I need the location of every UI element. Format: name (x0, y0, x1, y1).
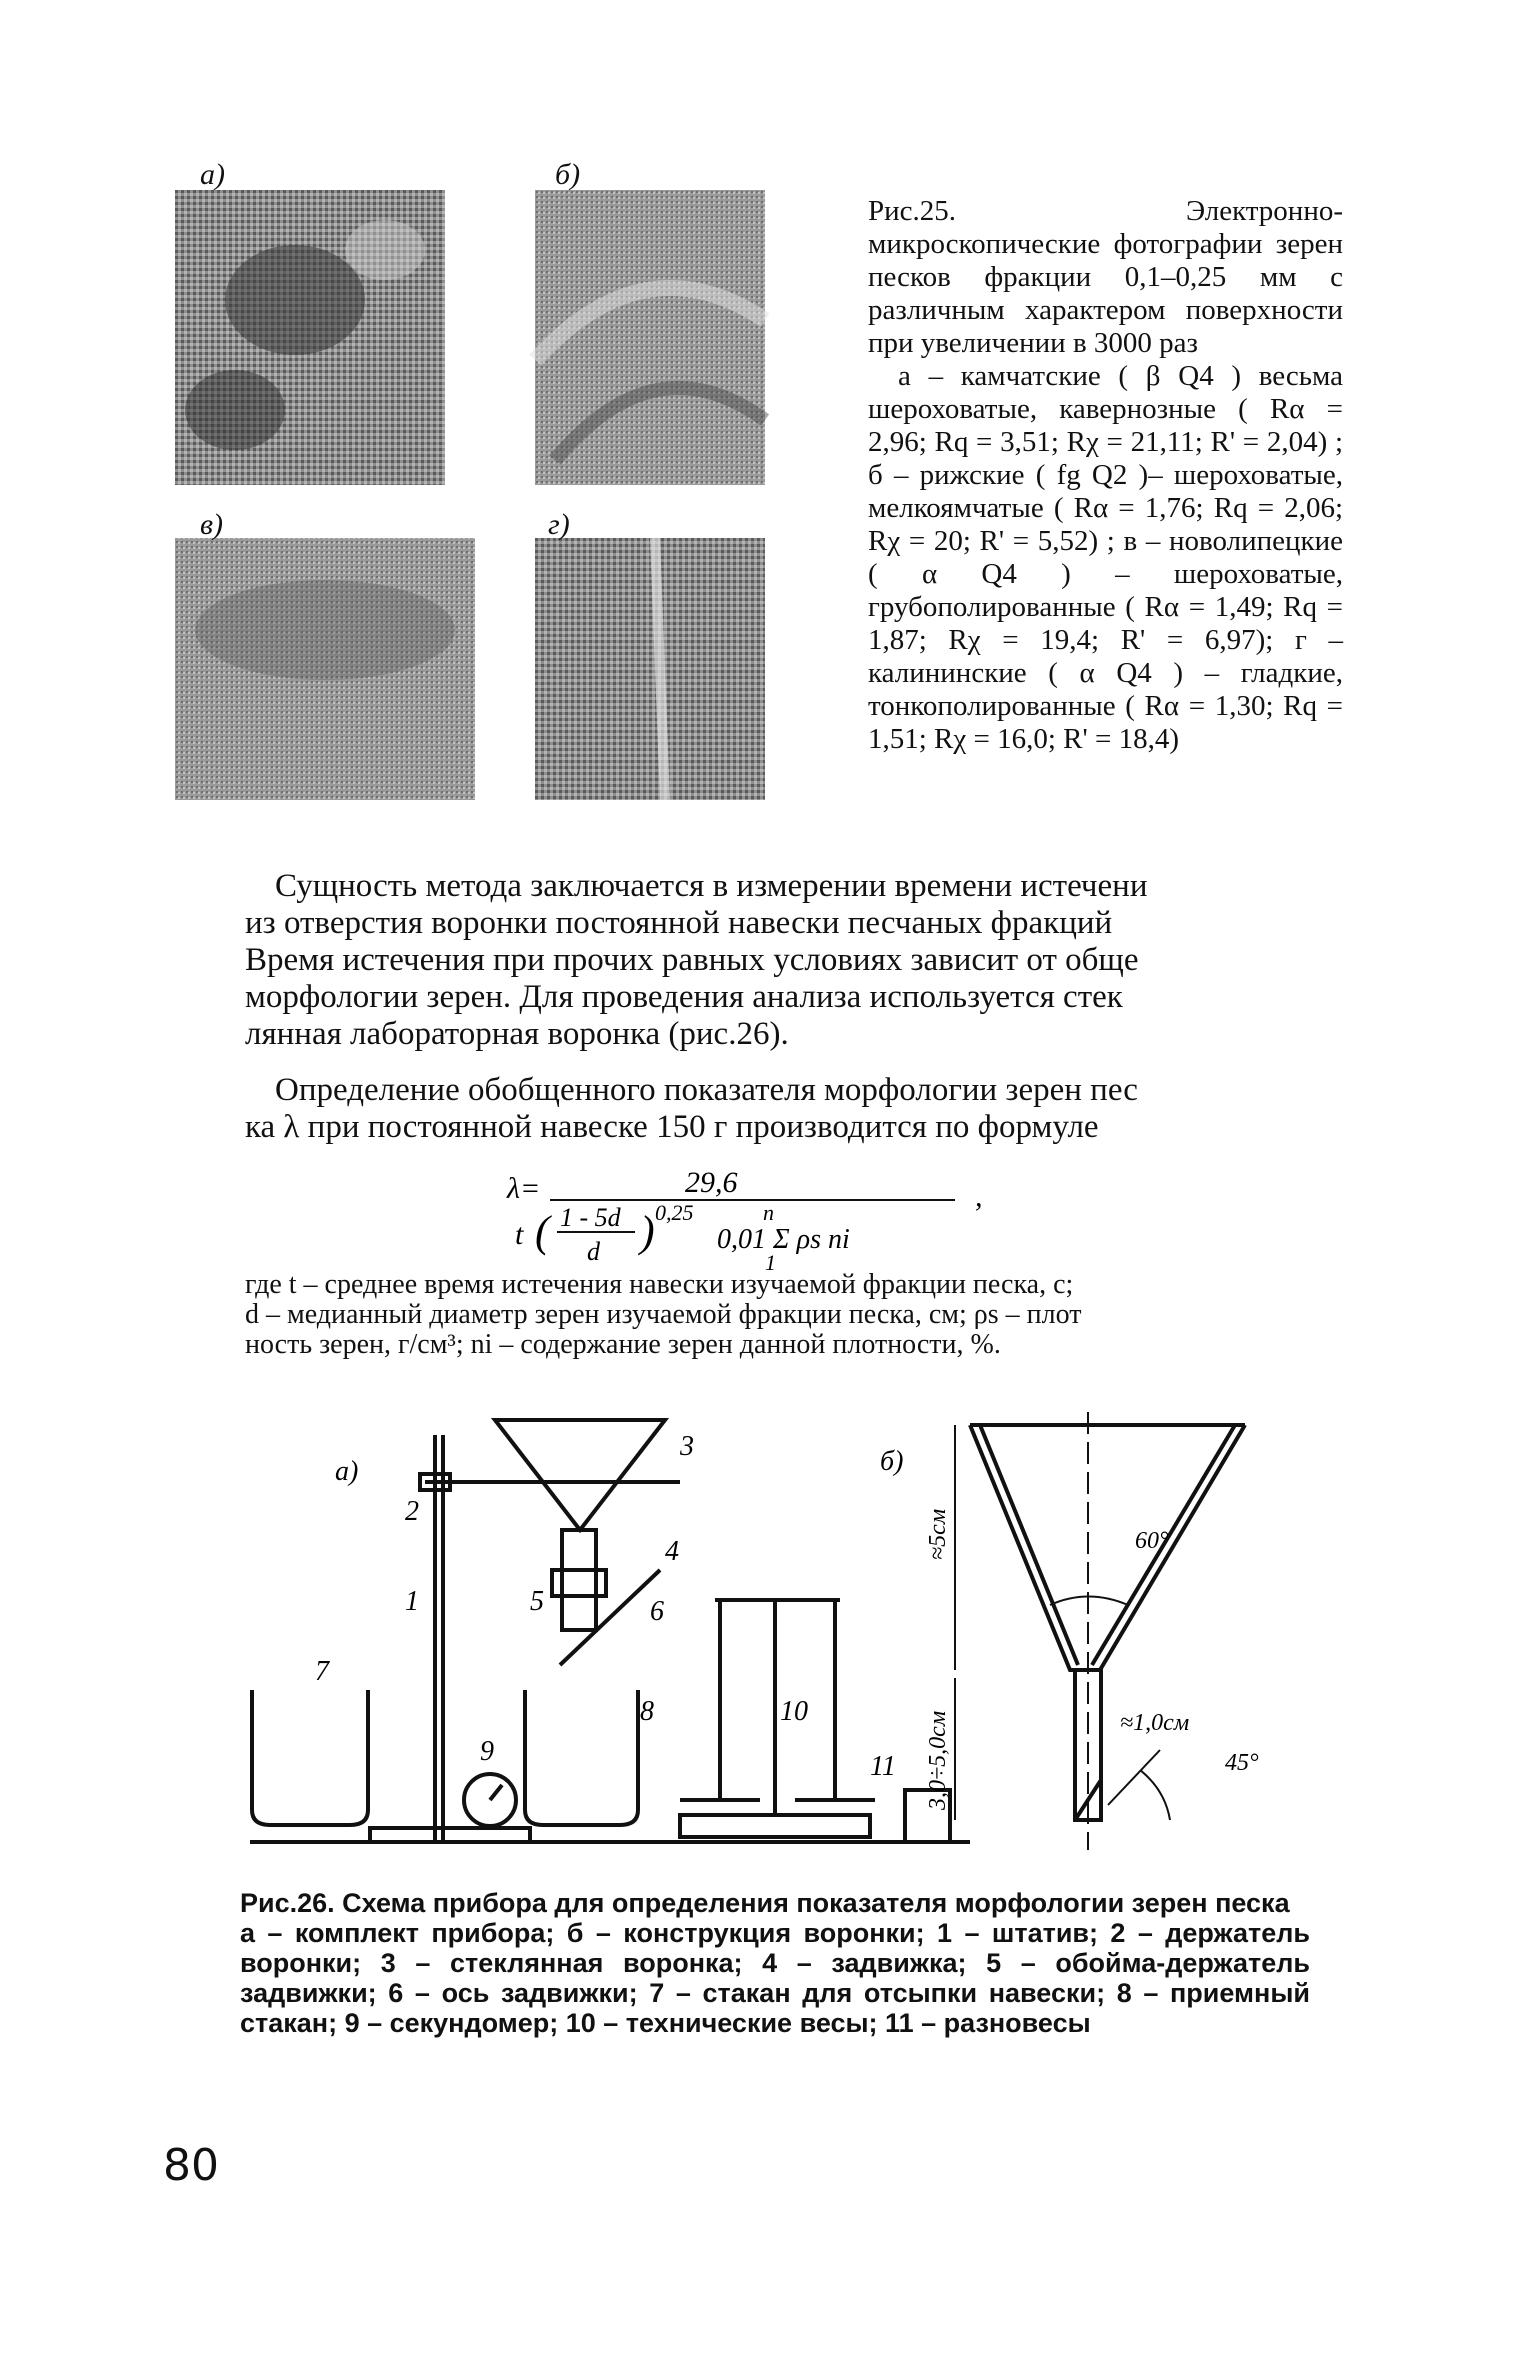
beaker-8 (525, 1690, 638, 1825)
funnel-cone (970, 1425, 1245, 1670)
beaker-7 (252, 1690, 368, 1825)
figure26-caption (240, 1888, 1310, 2038)
formula-comma: , (975, 1180, 983, 1213)
photo-label-g: г) (548, 508, 570, 541)
formula-numerator: 29,6 (685, 1166, 738, 1199)
dim-tube: 3,0÷5,0см (925, 1710, 951, 1810)
part-3: 3 (680, 1431, 694, 1462)
body-paragraph-1 (245, 868, 1380, 1053)
part-9: 9 (480, 1736, 494, 1767)
dim-diameter: ≈1,0см (1120, 1710, 1190, 1736)
body-line: Сущность метода заключается в измерении времени истечени (275, 868, 1148, 904)
dim-height: ≈5см (925, 1508, 951, 1560)
figure26-caption-title: Рис.26. Схема прибора для определения показателя морфологии зерен песка (240, 1888, 1290, 1918)
formula-paren-close: ) (640, 1207, 655, 1256)
balance-base (680, 1815, 870, 1837)
photo-b (535, 190, 765, 485)
figure25-caption-title: Рис.25. Электронно-микроскопические фотографии зерен песков фракции 0,1–0,25 мм с различным характером поверхности при увеличении в 3000 раз (868, 195, 1343, 359)
photo-a (175, 190, 445, 485)
dim-angle: 60° (1135, 1528, 1169, 1554)
photo-v (175, 538, 475, 800)
part-6: 6 (650, 1596, 664, 1627)
body-paragraph-2 (245, 1072, 1380, 1146)
part-8: 8 (640, 1696, 654, 1727)
body-line: из отверстия воронки постоянной навески песчаных фракций (245, 905, 1113, 941)
body-line: Определение обобщенного показателя морфологии зерен пес (275, 1072, 1138, 1108)
figure26-diagram (240, 1410, 1370, 1860)
part-10: 10 (780, 1696, 808, 1727)
dim-cut: 45° (1225, 1750, 1259, 1776)
formula-lhs: λ= (507, 1172, 541, 1205)
formula-legend (245, 1270, 1380, 1360)
part-11: 11 (870, 1751, 896, 1782)
part-4: 4 (665, 1536, 679, 1567)
part-7: 7 (315, 1656, 329, 1687)
body-line: морфологии зерен. Для проведения анализа используется стек (245, 979, 1123, 1015)
glass-funnel (495, 1420, 665, 1530)
formula-t: t (515, 1218, 524, 1251)
funnel-stem (562, 1530, 596, 1630)
formula-sum-top: n (763, 1200, 774, 1225)
formula-paren-open: ( (535, 1207, 550, 1256)
body-line: лянная лабораторная воронка (рис.26). (245, 1016, 789, 1052)
figure26-caption-legend: а – комплект прибора; б – конструкция воронки; 1 – штатив; 2 – держатель воронки; 3 – стеклянная воронка; 4 – задвижка; 5 – обойма-держатель задвижки; 6 – ось задвижки; 7 – стакан для отсыпки навески; 8 – приемный стакан; 9 – секундомер; 10 – технические весы; 11 – разновесы (240, 1918, 1310, 2038)
figure25-caption (868, 195, 1343, 756)
formula-inner-num: 1 - 5d (560, 1203, 621, 1232)
photo-g (535, 538, 765, 800)
formula-sum-bottom: 1 (765, 1250, 776, 1272)
part-1: 1 (405, 1586, 419, 1617)
lambda-formula (495, 1162, 1035, 1272)
fig26-label-b: б) (880, 1446, 904, 1477)
photo-label-a: а) (200, 158, 225, 191)
valve-slide (560, 1570, 660, 1665)
photo-label-b: б) (555, 158, 581, 191)
legend-line: d – медианный диаметр зерен изучаемой фракции песка, см; ρs – плот (245, 1299, 1082, 1330)
formula-inner-den: d (587, 1237, 600, 1266)
body-line: Время истечения при прочих равных условиях зависит от обще (245, 942, 1139, 978)
fig26-label-a: а) (335, 1456, 359, 1487)
micrograph-set (175, 160, 855, 840)
formula-sum: 0,01 Σ ρs ni (717, 1224, 850, 1255)
photo-label-v: в) (200, 508, 224, 541)
legend-line: где t – среднее время истечения навески изучаемой фракции песка, с; (245, 1270, 1074, 1300)
page-number: 80 (163, 2140, 219, 2191)
formula-power: 0,25 (655, 1200, 694, 1225)
body-line: ка λ при постоянной навеске 150 г производится по формуле (245, 1109, 1099, 1145)
stand-base (370, 1828, 530, 1842)
part-5: 5 (530, 1586, 544, 1617)
legend-line: ность зерен, г/см³; ni – содержание зерен данной плотности, %. (245, 1329, 1001, 1360)
figure25-caption-body: а – камчатские ( β Q4 ) весьма шероховатые, кавернозные ( Rα = 2,96; Rq = 3,51; Rχ = 21,11; R' = 2,04) ; б – рижские ( fg Q2 )– шероховатые, мелкоямчатые ( Rα = 1,76; Rq = 2,06; Rχ = 20; R' = 5,52) ; в – новолипецкие ( α Q4 ) – шероховатые, грубополированные ( Rα = 1,49; Rq = 1,87; Rχ = 19,4; R' = 6,97); г – калининские ( α Q4 ) – гладкие, тонкополированные ( Rα = 1,30; Rq = 1,51; Rχ = 16,0; R' = 18,4) (868, 360, 1343, 755)
part-2: 2 (405, 1496, 419, 1527)
